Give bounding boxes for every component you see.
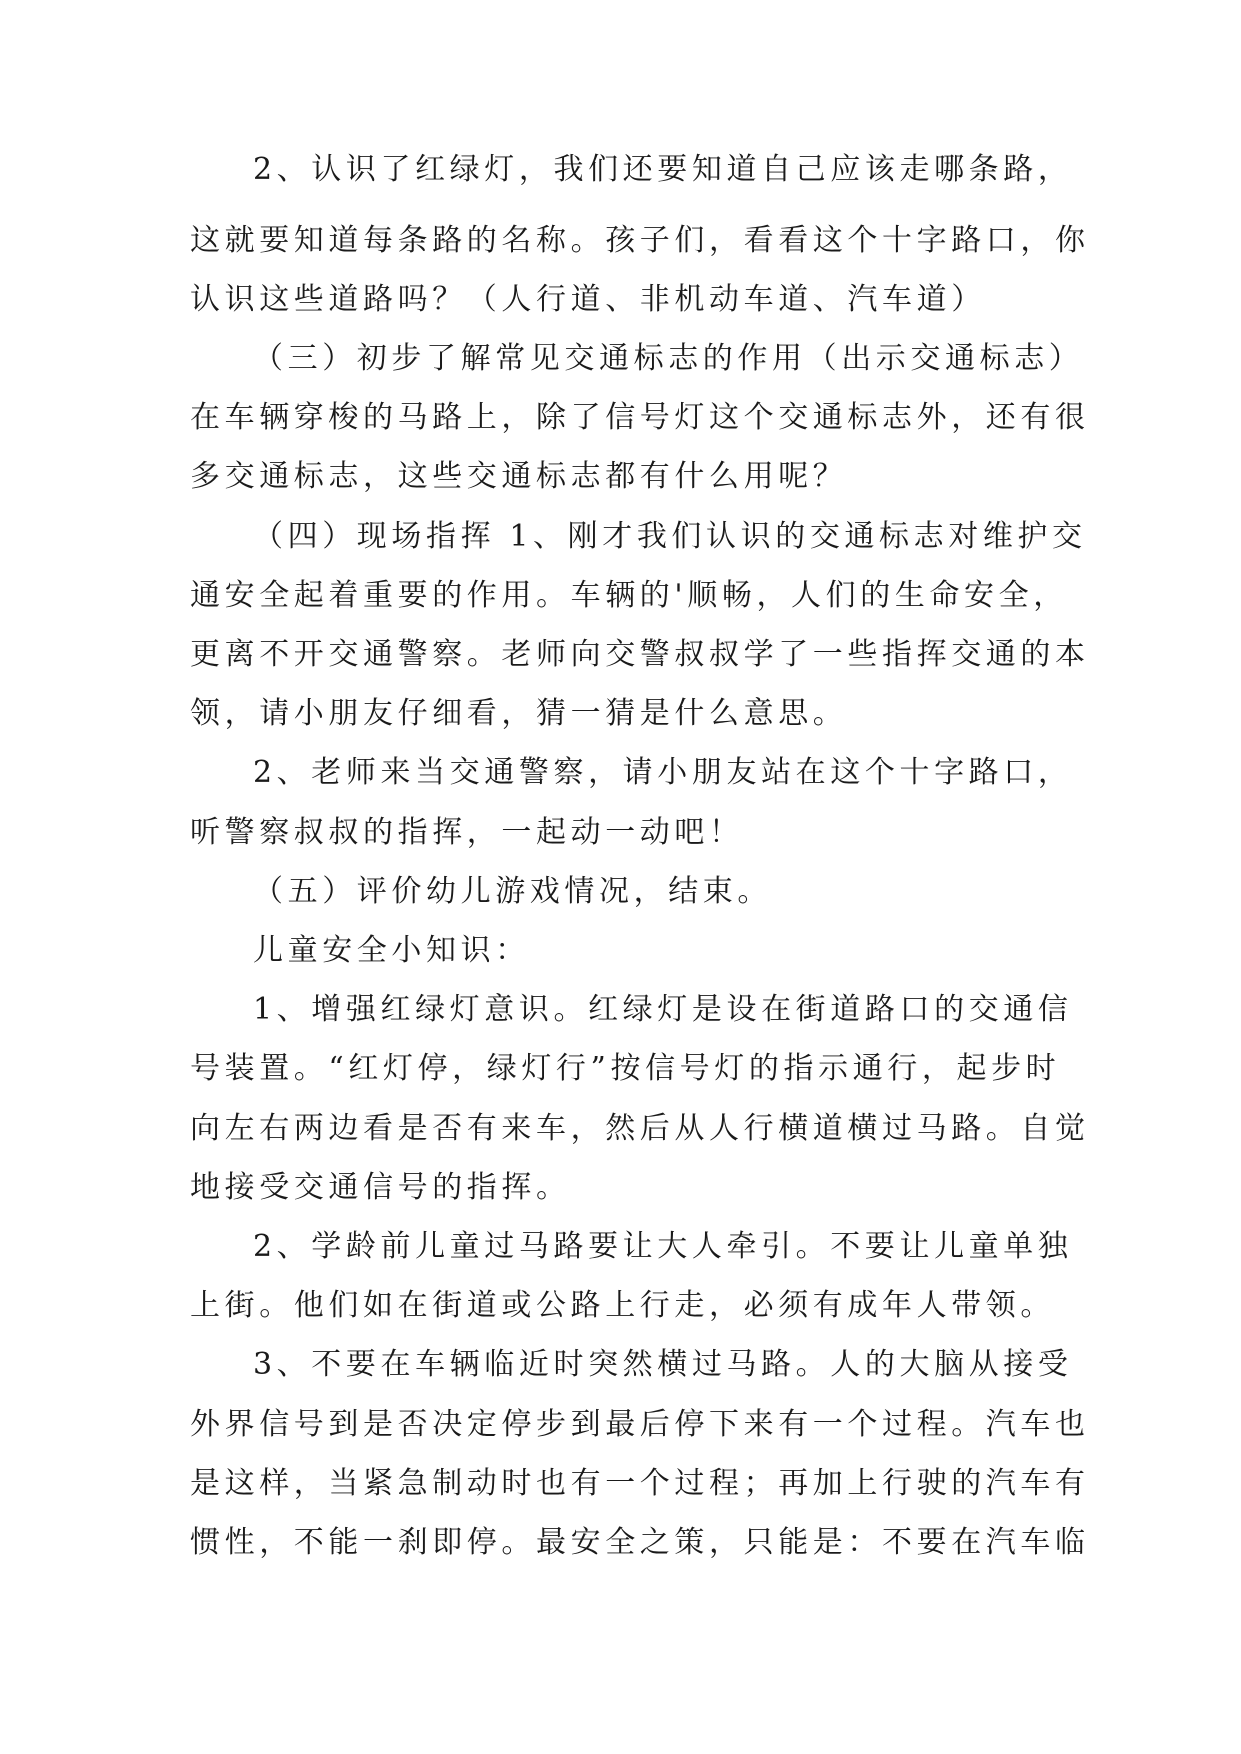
text-line: 2、老师来当交通警察，请小朋友站在这个十字路口， (253, 755, 1073, 790)
text-line: 更离不开交通警察。老师向交警叔叔学了一些指挥交通的本 (190, 637, 1090, 672)
text-line: 1、增强红绿灯意识。红绿灯是设在街道路口的交通信 (253, 992, 1073, 1027)
text-line: 这就要知道每条路的名称。孩子们，看看这个十字路口，你 (190, 223, 1090, 258)
text-line: 是这样，当紧急制动时也有一个过程；再加上行驶的汽车有 (190, 1466, 1090, 1501)
text-line: （三）初步了解常见交通标志的作用（出示交通标志） (253, 341, 1084, 376)
text-line: 多交通标志，这些交通标志都有什么用呢？ (190, 459, 848, 494)
text-line: 上街。他们如在街道或公路上行走，必须有成年人带领。 (190, 1288, 1055, 1323)
text-line: 地接受交通信号的指挥。 (190, 1170, 571, 1205)
text-line: 号装置。“红灯停，绿灯行”按信号灯的指示通行，起步时 (190, 1051, 1061, 1086)
text-line: 领，请小朋友仔细看，猜一猜是什么意思。 (190, 696, 848, 731)
text-line: 听警察叔叔的指挥，一起动一动吧！ (190, 815, 744, 850)
text-line: 2、学龄前儿童过马路要让大人牵引。不要让儿童单独 (253, 1229, 1073, 1264)
text-line: 3、不要在车辆临近时突然横过马路。人的大脑从接受 (253, 1347, 1073, 1382)
text-line: 惯性，不能一刹即停。最安全之策，只能是：不要在汽车临 (190, 1525, 1090, 1560)
text-line: （五）评价幼儿游戏情况，结束。 (253, 874, 772, 909)
text-line: 认识这些道路吗？（人行道、非机动车道、汽车道） (190, 282, 986, 317)
text-line: （四）现场指挥 1、刚才我们认识的交通标志对维护交 (253, 519, 1087, 554)
text-line: 外界信号到是否决定停步到最后停下来有一个过程。汽车也 (190, 1407, 1090, 1442)
text-line: 儿童安全小知识： (253, 933, 530, 968)
text-line: 2、认识了红绿灯，我们还要知道自己应该走哪条路， (253, 152, 1073, 187)
text-line: 通安全起着重要的作用。车辆的'顺畅，人们的生命安全， (190, 578, 1068, 613)
text-line: 在车辆穿梭的马路上，除了信号灯这个交通标志外，还有很 (190, 400, 1090, 435)
text-line: 向左右两边看是否有来车，然后从人行横道横过马路。自觉 (190, 1111, 1090, 1146)
